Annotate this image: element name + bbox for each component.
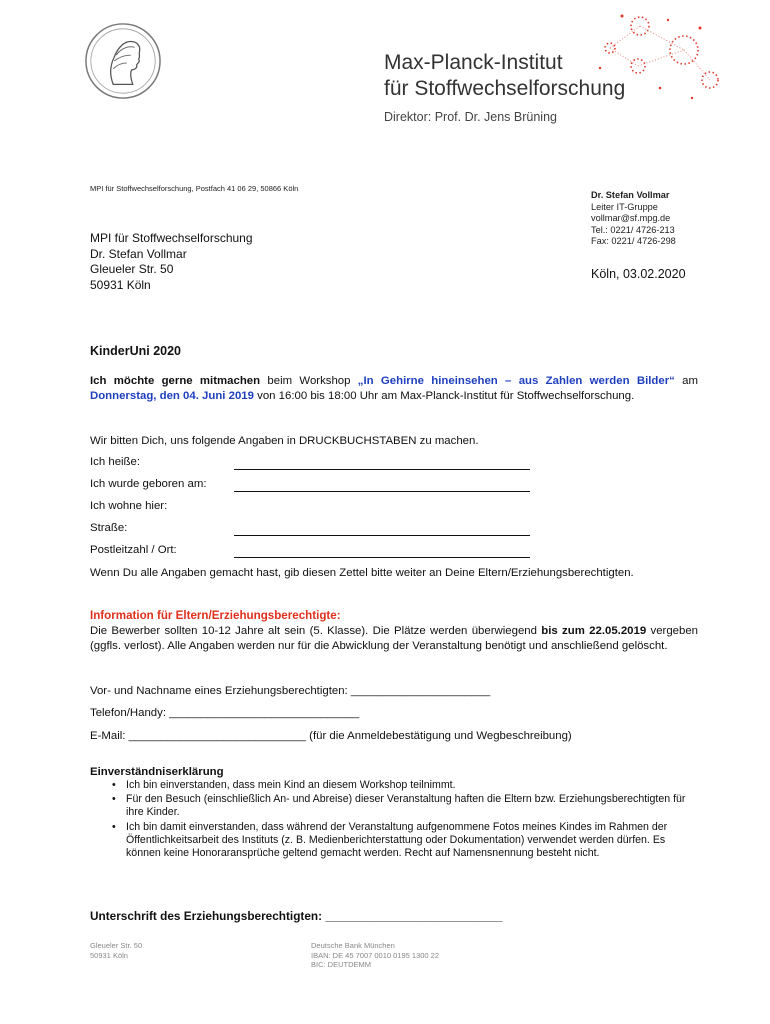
parents-info-block bbox=[90, 609, 698, 653]
contact-role: Leiter IT-Gruppe bbox=[591, 201, 658, 212]
footer-address-line2: 50931 Köln bbox=[90, 950, 128, 960]
intro-text3: von 16:00 bis 18:00 Uhr am Max-Planck-Institut für Stoffwechselforschung. bbox=[253, 389, 635, 402]
zip-city-label: Postleitzahl / Ort: bbox=[90, 544, 177, 556]
letter-date: Köln, 03.02.2020 bbox=[591, 267, 686, 281]
address-label: Ich wohne hier: bbox=[90, 500, 168, 512]
recipient-line3: Gleueler Str. 50 bbox=[90, 262, 174, 276]
street-label: Straße: bbox=[90, 522, 128, 534]
workshop-title: „In Gehirne hineinsehen – aus Zahlen werden Bilder“ bbox=[357, 375, 675, 387]
zip-city-field[interactable] bbox=[234, 557, 530, 558]
footer-address-line1: Gleueler Str. 50 bbox=[90, 941, 143, 950]
parents-info-text1: Die Bewerber sollten 10-12 Jahre alt sein (5. Klasse). Die Plätze werden überwiegend bbox=[90, 624, 542, 637]
contact-tel: Tel.: 0221/ 4726-213 bbox=[591, 224, 675, 235]
birthdate-label: Ich wurde geboren am: bbox=[90, 478, 207, 490]
consent-item: • Für den Besuch (einschließlich An- und Abreise) dieser Veranstaltung haften die Eltern bzw. Erziehungsberechtigten für ihre Kinder. bbox=[110, 793, 700, 819]
intro-paragraph bbox=[90, 374, 698, 404]
guardian-name-field[interactable]: Vor- und Nachname eines Erziehungsberechtigten: ______________________ bbox=[90, 685, 491, 697]
consent-item: • Ich bin einverstanden, dass mein Kind an diesem Workshop teilnimmt. bbox=[110, 779, 700, 792]
contact-email: vollmar@sf.mpg.de bbox=[591, 213, 671, 223]
parents-info-heading: Information für Eltern/Erziehungsberechtigte: bbox=[90, 609, 341, 622]
intro-text1: beim Workshop bbox=[260, 375, 358, 387]
recipient-line2: Dr. Stefan Vollmar bbox=[90, 246, 187, 261]
recipient-address bbox=[90, 231, 253, 293]
document-title: KinderUni 2020 bbox=[90, 344, 182, 358]
intro-bold: Ich möchte gerne mitmachen bbox=[90, 375, 261, 387]
sender-address-line: MPI für Stoffwechselforschung, Postfach 41 06 29, 50866 Köln bbox=[90, 184, 299, 193]
workshop-date: Donnerstag, den 04. Juni 2019 bbox=[90, 389, 254, 402]
handover-text: Wenn Du alle Angaben gemacht hast, gib diesen Zettel bitte weiter an Deine Eltern/Erziehungsberechtigten. bbox=[90, 567, 634, 579]
footer-bank bbox=[311, 941, 439, 970]
birthdate-field[interactable] bbox=[234, 491, 530, 492]
footer-iban: IBAN: DE 45 7007 0010 0195 1300 22 bbox=[311, 950, 440, 960]
contact-block bbox=[591, 190, 676, 248]
molecule-dots-graphic bbox=[580, 8, 730, 108]
contact-fax: Fax: 0221/ 4726-298 bbox=[591, 236, 676, 246]
footer-bank-name: Deutsche Bank München bbox=[311, 941, 395, 950]
minerva-logo bbox=[84, 22, 162, 100]
consent-item: • Ich bin damit einverstanden, dass während der Veranstaltung aufgenommene Fotos meines Kindes im Rahmen der Öffentlichkeitsarbeit des Instituts (z. B. Medienberichterstattung oder Dokumentation) verwendet werden dürfen. Es können keine Honoraransprüche geltend gemacht werden. Recht auf Namensnennung besteht nicht. bbox=[110, 821, 700, 861]
recipient-line4: 50931 Köln bbox=[90, 277, 151, 292]
name-field[interactable] bbox=[234, 469, 530, 470]
consent-heading: Einverständniserklärung bbox=[90, 766, 224, 778]
institute-name-line2: für Stoffwechselforschung bbox=[384, 77, 626, 100]
signature-field[interactable]: Unterschrift des Erziehungsberechtigten: ___________________________ bbox=[90, 909, 503, 923]
intro-text2: am bbox=[674, 375, 698, 387]
footer-address bbox=[90, 941, 142, 960]
contact-name: Dr. Stefan Vollmar bbox=[591, 190, 670, 200]
footer-bic: BIC: DEUTDEMM bbox=[311, 960, 371, 969]
phone-field[interactable]: Telefon/Handy: ______________________________ bbox=[90, 707, 360, 719]
consent-list bbox=[110, 779, 700, 861]
institute-name-line1: Max-Planck-Institut bbox=[384, 51, 563, 74]
request-text: Wir bitten Dich, uns folgende Angaben in DRUCKBUCHSTABEN zu machen. bbox=[90, 435, 479, 447]
street-field[interactable] bbox=[234, 535, 530, 536]
email-field[interactable]: E-Mail: ____________________________ (für die Anmeldebestätigung und Wegbeschreibung) bbox=[90, 730, 572, 742]
parents-info-deadline: bis zum 22.05.2019 bbox=[541, 624, 647, 637]
director-line: Direktor: Prof. Dr. Jens Brüning bbox=[384, 110, 557, 124]
recipient-line1: MPI für Stoffwechselforschung bbox=[90, 231, 253, 245]
name-label: Ich heiße: bbox=[90, 456, 141, 468]
parents-info-text2: vergeben (ggfls. verlost). Alle Angaben werden nur für die Abwicklung der Veranstaltung benötigt und anschließend gelöscht. bbox=[90, 624, 698, 652]
